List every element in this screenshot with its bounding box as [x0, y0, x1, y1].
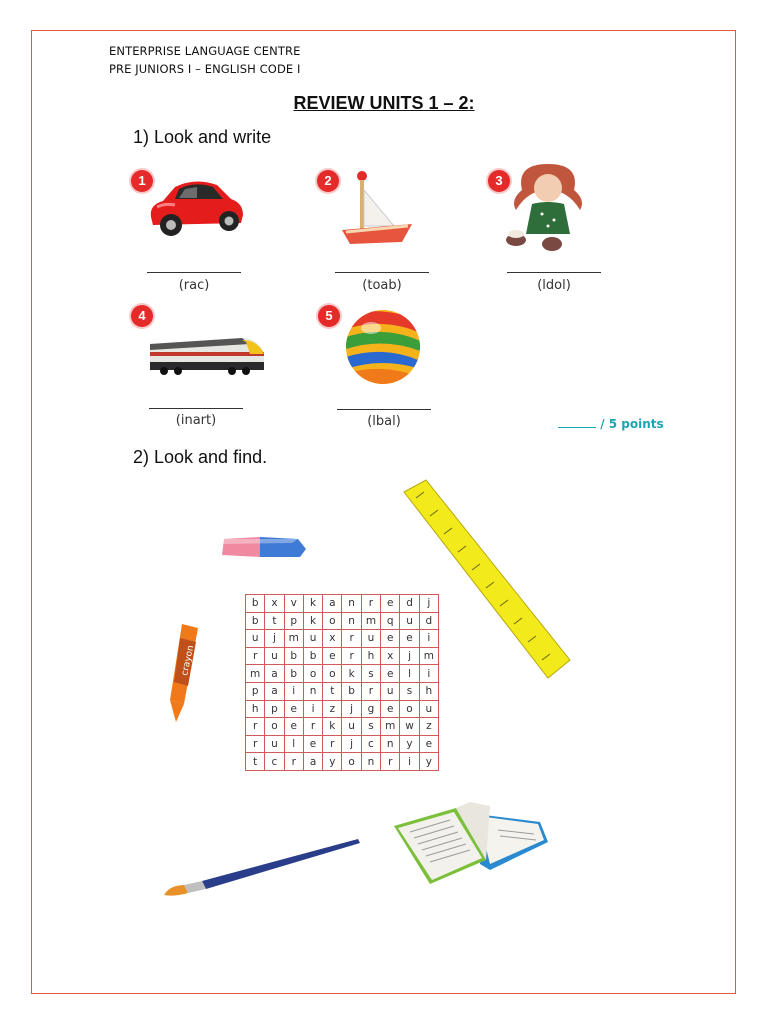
grid-cell[interactable]: b — [342, 682, 361, 700]
grid-cell[interactable]: e — [381, 665, 400, 683]
grid-cell[interactable]: y — [419, 753, 438, 771]
grid-cell[interactable]: h — [246, 700, 265, 718]
grid-cell[interactable]: c — [265, 753, 284, 771]
grid-cell[interactable]: q — [381, 612, 400, 630]
grid-cell[interactable]: m — [381, 718, 400, 736]
grid-cell[interactable]: r — [361, 682, 380, 700]
grid-cell[interactable]: d — [400, 595, 419, 613]
car-icon — [145, 175, 247, 241]
grid-cell[interactable]: n — [303, 682, 322, 700]
grid-cell[interactable]: i — [303, 700, 322, 718]
grid-cell[interactable]: m — [419, 647, 438, 665]
grid-cell[interactable]: x — [265, 595, 284, 613]
grid-cell[interactable]: r — [303, 718, 322, 736]
grid-cell[interactable]: u — [342, 718, 361, 736]
hint-2: (toab) — [362, 278, 402, 293]
grid-cell[interactable]: z — [419, 718, 438, 736]
score-box — [558, 417, 664, 431]
grid-cell[interactable]: a — [323, 595, 342, 613]
grid-cell[interactable]: b — [284, 665, 303, 683]
answer-line-3[interactable] — [507, 272, 601, 273]
grid-cell[interactable]: p — [246, 682, 265, 700]
grid-cell[interactable]: g — [361, 700, 380, 718]
grid-cell[interactable]: r — [342, 630, 361, 648]
grid-cell[interactable]: o — [323, 612, 342, 630]
grid-cell[interactable]: b — [303, 647, 322, 665]
grid-cell[interactable]: j — [419, 595, 438, 613]
grid-cell[interactable]: n — [342, 612, 361, 630]
grid-row — [246, 700, 439, 718]
grid-cell[interactable]: r — [246, 718, 265, 736]
course-code: PRE JUNIORS I – ENGLISH CODE I — [109, 62, 301, 76]
grid-cell[interactable]: k — [323, 718, 342, 736]
grid-cell[interactable]: a — [303, 753, 322, 771]
grid-cell[interactable]: o — [303, 665, 322, 683]
grid-cell[interactable]: j — [342, 700, 361, 718]
grid-cell[interactable]: v — [284, 595, 303, 613]
hint-4: (inart) — [175, 413, 217, 428]
grid-cell[interactable]: e — [400, 630, 419, 648]
paintbrush-icon — [160, 835, 365, 901]
hint-5: (lbal) — [367, 414, 401, 429]
grid-cell[interactable]: e — [381, 630, 400, 648]
grid-cell[interactable]: r — [284, 753, 303, 771]
page-title: REVIEW UNITS 1 – 2: — [293, 93, 475, 113]
grid-cell[interactable]: u — [400, 612, 419, 630]
crayon-label: crayon — [180, 644, 197, 677]
boat-icon — [336, 168, 416, 248]
hint-3: (ldol) — [537, 278, 571, 293]
grid-cell[interactable]: i — [400, 753, 419, 771]
grid-cell[interactable]: o — [342, 753, 361, 771]
grid-cell[interactable]: k — [303, 612, 322, 630]
grid-cell[interactable]: c — [361, 735, 380, 753]
grid-cell[interactable]: r — [361, 595, 380, 613]
grid-cell[interactable]: u — [246, 630, 265, 648]
grid-cell[interactable]: j — [400, 647, 419, 665]
grid-cell[interactable]: e — [381, 700, 400, 718]
grid-cell[interactable]: x — [381, 647, 400, 665]
grid-cell[interactable]: t — [246, 753, 265, 771]
eraser-icon — [218, 533, 308, 561]
grid-cell[interactable]: j — [342, 735, 361, 753]
grid-row — [246, 753, 439, 771]
grid-cell[interactable]: z — [323, 700, 342, 718]
grid-cell[interactable]: e — [284, 700, 303, 718]
grid-cell[interactable]: e — [419, 735, 438, 753]
grid-row — [246, 647, 439, 665]
answer-line-4[interactable] — [149, 408, 243, 409]
ball-icon — [343, 308, 423, 386]
grid-cell[interactable]: r — [246, 735, 265, 753]
grid-cell[interactable]: a — [265, 682, 284, 700]
section1-heading: 1) Look and write — [133, 127, 272, 147]
item-number-1: 1 — [131, 170, 153, 192]
grid-cell[interactable]: p — [284, 612, 303, 630]
grid-cell[interactable]: u — [265, 735, 284, 753]
answer-line-2[interactable] — [335, 272, 429, 273]
item-number-5: 5 — [318, 305, 340, 327]
grid-cell[interactable]: l — [400, 665, 419, 683]
grid-cell[interactable]: n — [381, 735, 400, 753]
grid-cell[interactable]: d — [419, 612, 438, 630]
grid-cell[interactable]: r — [323, 735, 342, 753]
grid-row — [246, 612, 439, 630]
grid-cell[interactable]: m — [246, 665, 265, 683]
grid-cell[interactable]: b — [246, 612, 265, 630]
grid-cell[interactable]: h — [361, 647, 380, 665]
school-name: ENTERPRISE LANGUAGE CENTRE — [109, 44, 301, 58]
grid-row — [246, 682, 439, 700]
grid-cell[interactable]: o — [323, 665, 342, 683]
grid-cell[interactable]: k — [342, 665, 361, 683]
grid-cell[interactable]: e — [323, 647, 342, 665]
grid-cell[interactable]: w — [400, 718, 419, 736]
grid-cell[interactable]: n — [342, 595, 361, 613]
crayon-icon — [168, 620, 208, 726]
train-icon — [146, 334, 268, 376]
grid-row — [246, 665, 439, 683]
grid-cell[interactable]: u — [381, 682, 400, 700]
answer-line-5[interactable] — [337, 409, 431, 410]
grid-cell[interactable]: y — [400, 735, 419, 753]
item-number-2: 2 — [317, 170, 339, 192]
grid-cell[interactable]: e — [381, 595, 400, 613]
grid-row — [246, 630, 439, 648]
grid-row — [246, 735, 439, 753]
grid-cell[interactable]: o — [400, 700, 419, 718]
grid-cell[interactable]: e — [284, 718, 303, 736]
grid-cell[interactable]: r — [381, 753, 400, 771]
grid-cell[interactable]: i — [284, 682, 303, 700]
grid-cell[interactable]: p — [265, 700, 284, 718]
grid-cell[interactable]: n — [361, 753, 380, 771]
grid-row — [246, 718, 439, 736]
grid-cell[interactable]: k — [303, 595, 322, 613]
grid-cell[interactable]: t — [265, 612, 284, 630]
grid-cell[interactable]: b — [284, 647, 303, 665]
grid-cell[interactable]: m — [284, 630, 303, 648]
grid-cell[interactable]: i — [419, 665, 438, 683]
grid-cell[interactable]: h — [419, 682, 438, 700]
score-blank[interactable] — [558, 417, 596, 428]
grid-row — [246, 595, 439, 613]
grid-cell[interactable]: e — [303, 735, 322, 753]
grid-cell[interactable]: a — [265, 665, 284, 683]
grid-cell[interactable]: s — [400, 682, 419, 700]
answer-line-1[interactable] — [147, 272, 241, 273]
grid-cell[interactable]: u — [265, 647, 284, 665]
grid-cell[interactable]: u — [361, 630, 380, 648]
word-search-grid — [245, 594, 439, 771]
score-label: / 5 points — [600, 417, 664, 431]
grid-cell[interactable]: t — [323, 682, 342, 700]
item-number-3: 3 — [488, 170, 510, 192]
grid-cell[interactable]: o — [265, 718, 284, 736]
grid-cell[interactable]: u — [303, 630, 322, 648]
grid-cell[interactable]: s — [361, 718, 380, 736]
grid-cell[interactable]: x — [323, 630, 342, 648]
grid-cell[interactable]: s — [361, 665, 380, 683]
doll-icon — [502, 160, 597, 252]
item-number-4: 4 — [131, 305, 153, 327]
grid-cell[interactable]: r — [246, 647, 265, 665]
grid-cell[interactable]: b — [246, 595, 265, 613]
hint-1: (rac) — [178, 278, 210, 293]
grid-cell[interactable]: u — [419, 700, 438, 718]
grid-cell[interactable]: m — [361, 612, 380, 630]
book-icon — [390, 798, 552, 888]
section2-heading: 2) Look and find. — [133, 447, 268, 467]
grid-cell[interactable]: l — [284, 735, 303, 753]
grid-cell[interactable]: r — [342, 647, 361, 665]
grid-cell[interactable]: y — [323, 753, 342, 771]
grid-cell[interactable]: j — [265, 630, 284, 648]
grid-cell[interactable]: i — [419, 630, 438, 648]
